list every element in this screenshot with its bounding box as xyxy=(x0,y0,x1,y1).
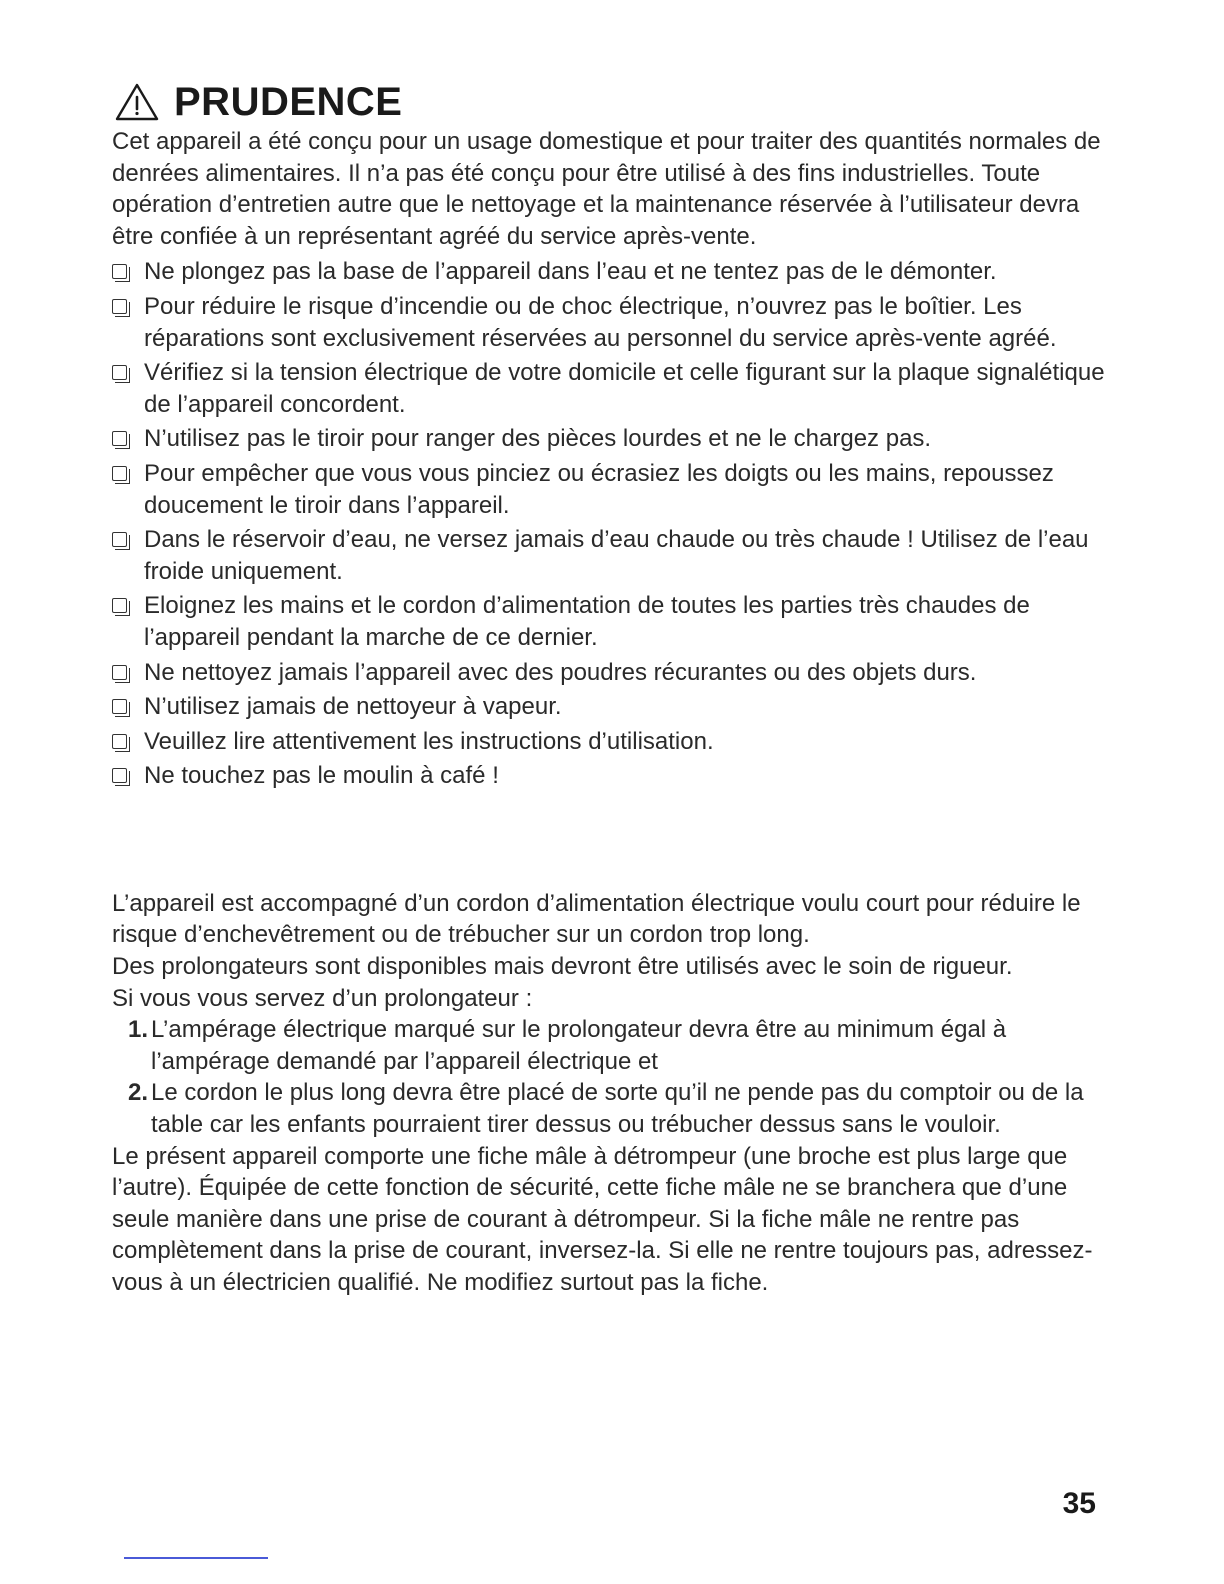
safety-checklist xyxy=(112,256,1112,792)
item-text: Le cordon le plus long devra être placé de sorte qu’il ne pende pas du comptoir ou de la table car les enfants pourraient tirer dessus ou trébucher dessus sans le vouloir. xyxy=(151,1079,1084,1139)
cord-paragraph: Si vous vous servez d’un prolongateur : xyxy=(112,984,533,1012)
checkbox-icon xyxy=(112,466,127,481)
checklist-item-text: Ne nettoyez jamais l’appareil avec des poudres récurantes ou des objets durs. xyxy=(144,658,977,686)
checklist-item xyxy=(112,458,1112,521)
checkbox-icon xyxy=(112,299,127,314)
section-heading xyxy=(112,78,1112,126)
checklist-item-text: N’utilisez pas le tiroir pour ranger des pièces lourdes et ne le chargez pas. xyxy=(144,425,932,453)
checklist-item xyxy=(112,291,1112,354)
checklist-item-text: Eloignez les mains et le cordon d’alimentation de toutes les parties très chaudes de l’appareil pendant la marche de ce dernier. xyxy=(144,592,1030,651)
plug-paragraph: Le présent appareil comporte une fiche mâle à détrompeur (une broche est plus large que l’autre). Équipée de cette fonction de sécurité, cette fiche mâle ne se branchera que d’une seule manière dans une prise de courant à détrompeur. Si la fiche mâle ne rentre pas complètement dans la prise de courant, inversez-la. Si elle ne rentre toujours pas, adressez-vous à un électricien qualifié. Ne modifiez surtout pas la fiche. xyxy=(112,1142,1093,1296)
checklist-item-text: Vérifiez si la tension électrique de votre domicile et celle figurant sur la plaque signalétique de l’appareil concordent. xyxy=(144,359,1105,418)
cord-paragraph: Des prolongateurs sont disponibles mais devront être utilisés avec le soin de rigueur. xyxy=(112,953,1013,981)
power-cord-section xyxy=(112,888,1112,1299)
numbered-item xyxy=(112,1077,1112,1140)
extension-cord-list xyxy=(112,1014,1112,1140)
checklist-item xyxy=(112,590,1112,653)
checklist-item xyxy=(112,726,1112,758)
checklist-item-text: Pour empêcher que vous vous pinciez ou écrasiez les doigts ou les mains, repoussez doucement le tiroir dans l’appareil. xyxy=(144,459,1054,519)
item-number: 1. xyxy=(127,1016,148,1044)
intro-paragraph: Cet appareil a été conçu pour un usage domestique et pour traiter des quantités normales de denrées alimentaires. Il n’a pas été conçu pour être utilisé à des fins industrielles. Toute opération d’entretien autre que le nettoyage et la maintenance réservée à l’utilisateur devra être confiée à un représentant agréé du service après-vente. xyxy=(112,128,1101,250)
document-page xyxy=(112,78,1112,1299)
item-text: L’ampérage électrique marqué sur le prolongateur devra être au minimum égal à l’ampérage demandé par l’appareil électrique et xyxy=(151,1016,1007,1075)
checkbox-icon xyxy=(112,431,127,446)
checklist-item-text: Ne plongez pas la base de l’appareil dans l’eau et ne tentez pas de le démonter. xyxy=(144,258,997,286)
footer-rule xyxy=(124,1557,268,1559)
checklist-item xyxy=(112,524,1112,587)
checklist-item-text: Veuillez lire attentivement les instructions d’utilisation. xyxy=(144,727,714,755)
numbered-item xyxy=(112,1014,1112,1077)
checkbox-icon xyxy=(112,598,127,613)
checklist-item xyxy=(112,423,1112,455)
checkbox-icon xyxy=(112,532,127,547)
checkbox-icon xyxy=(112,768,127,783)
item-number: 2. xyxy=(127,1079,148,1107)
checklist-item xyxy=(112,691,1112,723)
checklist-item-text: Ne touchez pas le moulin à café ! xyxy=(144,762,499,790)
checklist-item-text: N’utilisez jamais de nettoyeur à vapeur. xyxy=(144,693,562,721)
checkbox-icon xyxy=(112,365,127,380)
checklist-item-text: Dans le réservoir d’eau, ne versez jamais d’eau chaude ou très chaude ! Utilisez de l’eau froide uniquement. xyxy=(144,526,1089,585)
checkbox-icon xyxy=(112,699,127,714)
checkbox-icon xyxy=(112,264,127,279)
checklist-item xyxy=(112,256,1112,288)
checklist-item xyxy=(112,760,1112,792)
page-title: PRUDENCE xyxy=(174,80,403,124)
checklist-item xyxy=(112,357,1112,420)
checklist-item-text: Pour réduire le risque d’incendie ou de choc électrique, n’ouvrez pas le boîtier. Les réparations sont exclusivement réservées au personnel du service après-vente agréé. xyxy=(144,292,1057,352)
checklist-item xyxy=(112,657,1112,689)
cord-paragraph: L’appareil est accompagné d’un cordon d’alimentation électrique voulu court pour réduire le risque d’enchevêtrement ou de trébucher sur un cordon trop long. xyxy=(112,889,1081,949)
checkbox-icon xyxy=(112,665,127,680)
checkbox-icon xyxy=(112,734,127,749)
page-number: 35 xyxy=(1062,1487,1096,1520)
warning-triangle-icon xyxy=(114,82,160,122)
